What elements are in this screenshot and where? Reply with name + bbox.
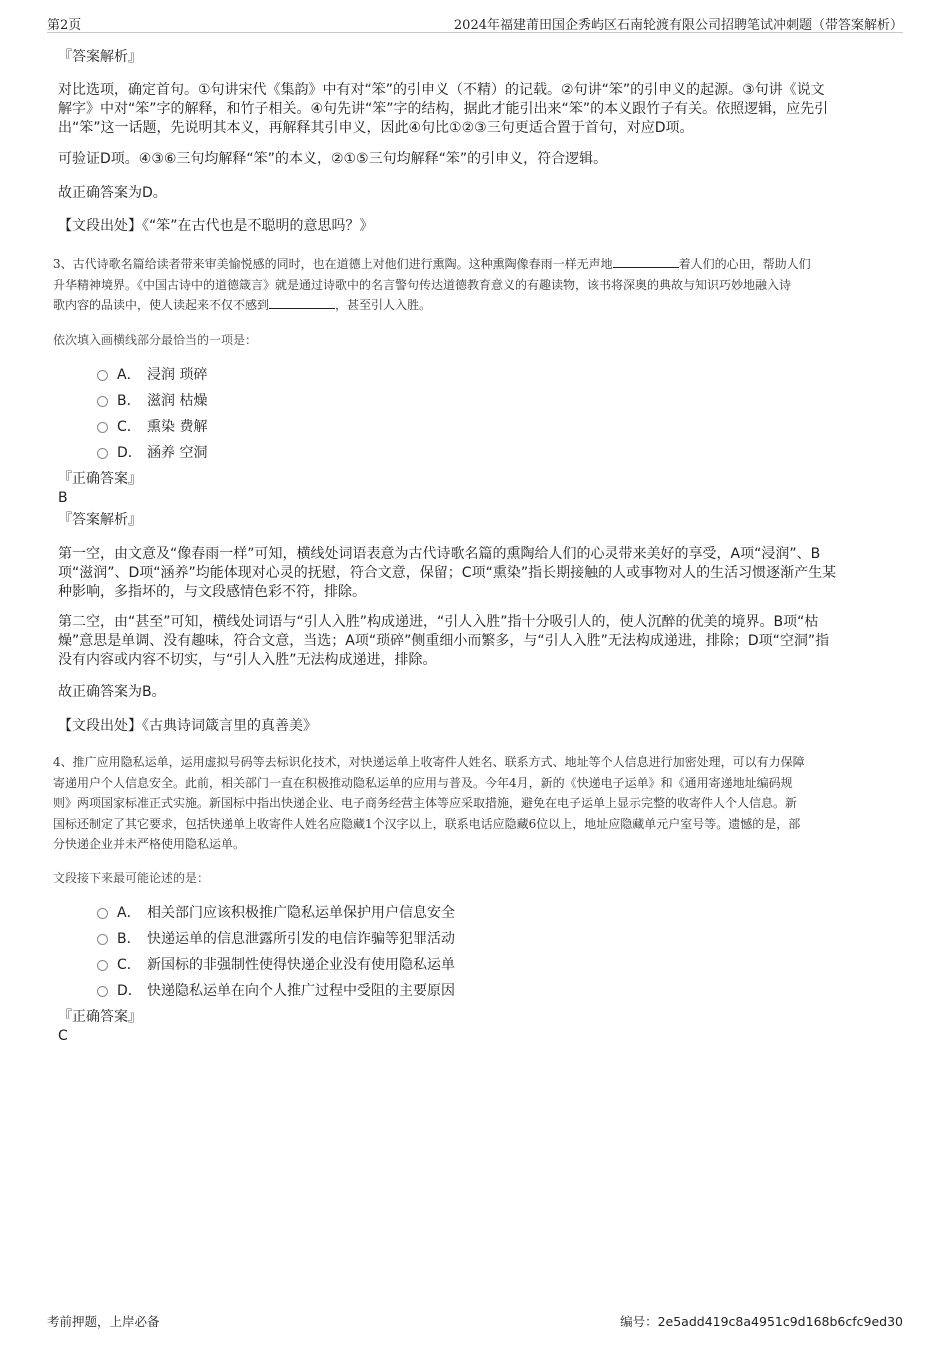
question-3-stem: 3、古代诗歌名篇给读者带来审美愉悦感的同时，也在道德上对他们进行熏陶。这种熏陶像春雨一样无声地 着人们的心田，帮助人们 升华精神境界。《中国古诗中的道德箴言》就是通过诗歌中的名言警句传达道德教育意义的有趣读物，该书将深奥的典故与知识巧妙地融入诗 歌内容的品读中，使人读起来不仅不感到 ，甚至引人入胜。	[53, 257, 811, 312]
analysis-paragraph: 对比选项，确定首句。①句讲宋代《集韵》中有对“笨”的引申义（不精）的记载。②句讲“笨”的引申义的起源。③句讲《说文 解字》中对“笨”字的解释，和竹子相关。④句先讲“笨”字的结构，据此才能引出来“笨”的本义跟竹子有关。依照逻辑，应先引 出“笨”这一话题，先说明其本义，再解释其引申义，因此④句比①②③三句更适合置于首句，对应D项。	[58, 82, 829, 136]
page-number: 第2页	[47, 18, 82, 33]
answer-conclusion: 故正确答案为B。	[58, 684, 166, 700]
analysis-paragraph: 可验证D项。④③⑥三句均解释“笨”的本义，②①⑤三句均解释“笨”的引申义，符合逻辑。	[58, 151, 608, 167]
source-citation: 【文段出处】《古典诗词箴言里的真善美》	[58, 718, 317, 734]
page-header	[47, 12, 903, 33]
correct-answer: C	[58, 1028, 68, 1044]
analysis-paragraph: 第一空，由文意及“像春雨一样”可知，横线处词语表意为古代诗歌名篇的熏陶给人们的心灵带来美好的享受，A项“浸润”、B 项“滋润”、D项“涵养”均能体现对心灵的抚慰，符合文意，保留；C项“熏染”指长期接触的人或事物对人的生活习惯逐渐产生某 种影响，多指坏的，与文段感情色彩不符，排除。	[58, 546, 837, 600]
radio-button[interactable]	[97, 934, 108, 945]
analysis-tag: 『答案解析』	[58, 512, 142, 528]
question-instruction: 依次填入画横线部分最恰当的一项是：	[53, 333, 258, 347]
option-c[interactable]: C． 熏染 费解	[97, 416, 207, 436]
correct-answer: B	[58, 490, 68, 506]
question-4-stem: 4、推广应用隐私运单，运用虚拟号码等去标识化技术，对快递运单上收寄件人姓名、联系方式、地址等个人信息进行加密处理，可以有力保障 寄递用户个人信息安全。此前，相关部门一直在积极推动隐私运单的应用与普及。今年4月，新的《快递电子运单》和《通用寄递地址编码规 则》两项国家标准正式实施。新国标中指出快递企业、电子商务经营主体等应采取措施，避免在电子运单上显示完整的收寄件人个人信息。新 国标还制定了其它要求，包括快递单上收寄件人姓名应隐藏1个汉字以上，联系电话应隐藏6位以上，地址应隐藏单元户室号等。遗憾的是，部 分快递企业并未严格使用隐私运单。	[53, 755, 805, 851]
fill-blank	[269, 296, 335, 309]
radio-button[interactable]	[97, 986, 108, 997]
option-b[interactable]: B． 快递运单的信息泄露所引发的电信诈骗等犯罪活动	[97, 928, 455, 948]
option-d[interactable]: D． 涵养 空洞	[97, 442, 207, 462]
radio-button[interactable]	[97, 908, 108, 919]
option-a[interactable]: A． 相关部门应该积极推广隐私运单保护用户信息安全	[97, 902, 455, 922]
radio-button[interactable]	[97, 960, 108, 971]
option-b[interactable]: B． 滋润 枯燥	[97, 390, 207, 410]
correct-answer-tag: 『正确答案』	[58, 471, 142, 487]
document-title: 2024年福建莆田国企秀屿区石南轮渡有限公司招聘笔试冲刺题（带答案解析）	[453, 18, 903, 33]
analysis-paragraph: 第二空，由“甚至”可知，横线处词语与“引人入胜”构成递进，“引人入胜”指十分吸引人的，使人沉醉的优美的境界。B项“枯 燥”意思是单调、没有趣味，符合文意，当选；A项“琐碎”侧重细小而繁多，与“引人入胜”无法构成递进，排除；D项“空洞”指 没有内容或内容不切实，与“引人入胜”无法构成递进，排除。	[58, 614, 830, 668]
document-code: 编号：2e5add419c8a4951c9d168b6cfc9ed30	[620, 1314, 903, 1329]
option-d[interactable]: D． 快递隐私运单在向个人推广过程中受阻的主要原因	[97, 980, 455, 1000]
option-c[interactable]: C． 新国标的非强制性使得快递企业没有使用隐私运单	[97, 954, 455, 974]
fill-blank	[613, 255, 679, 268]
source-citation: 【文段出处】《“笨”在古代也是不聪明的意思吗？》	[58, 218, 374, 234]
radio-button[interactable]	[97, 448, 108, 459]
radio-button[interactable]	[97, 370, 108, 381]
footer-slogan: 考前押题，上岸必备	[47, 1314, 160, 1329]
radio-button[interactable]	[97, 422, 108, 433]
correct-answer-tag: 『正确答案』	[58, 1009, 142, 1025]
analysis-tag: 『答案解析』	[58, 49, 142, 65]
question-instruction: 文段接下来最可能论述的是：	[53, 871, 210, 885]
answer-conclusion: 故正确答案为D。	[58, 185, 167, 201]
option-a[interactable]: A． 浸润 琐碎	[97, 364, 207, 384]
radio-button[interactable]	[97, 396, 108, 407]
